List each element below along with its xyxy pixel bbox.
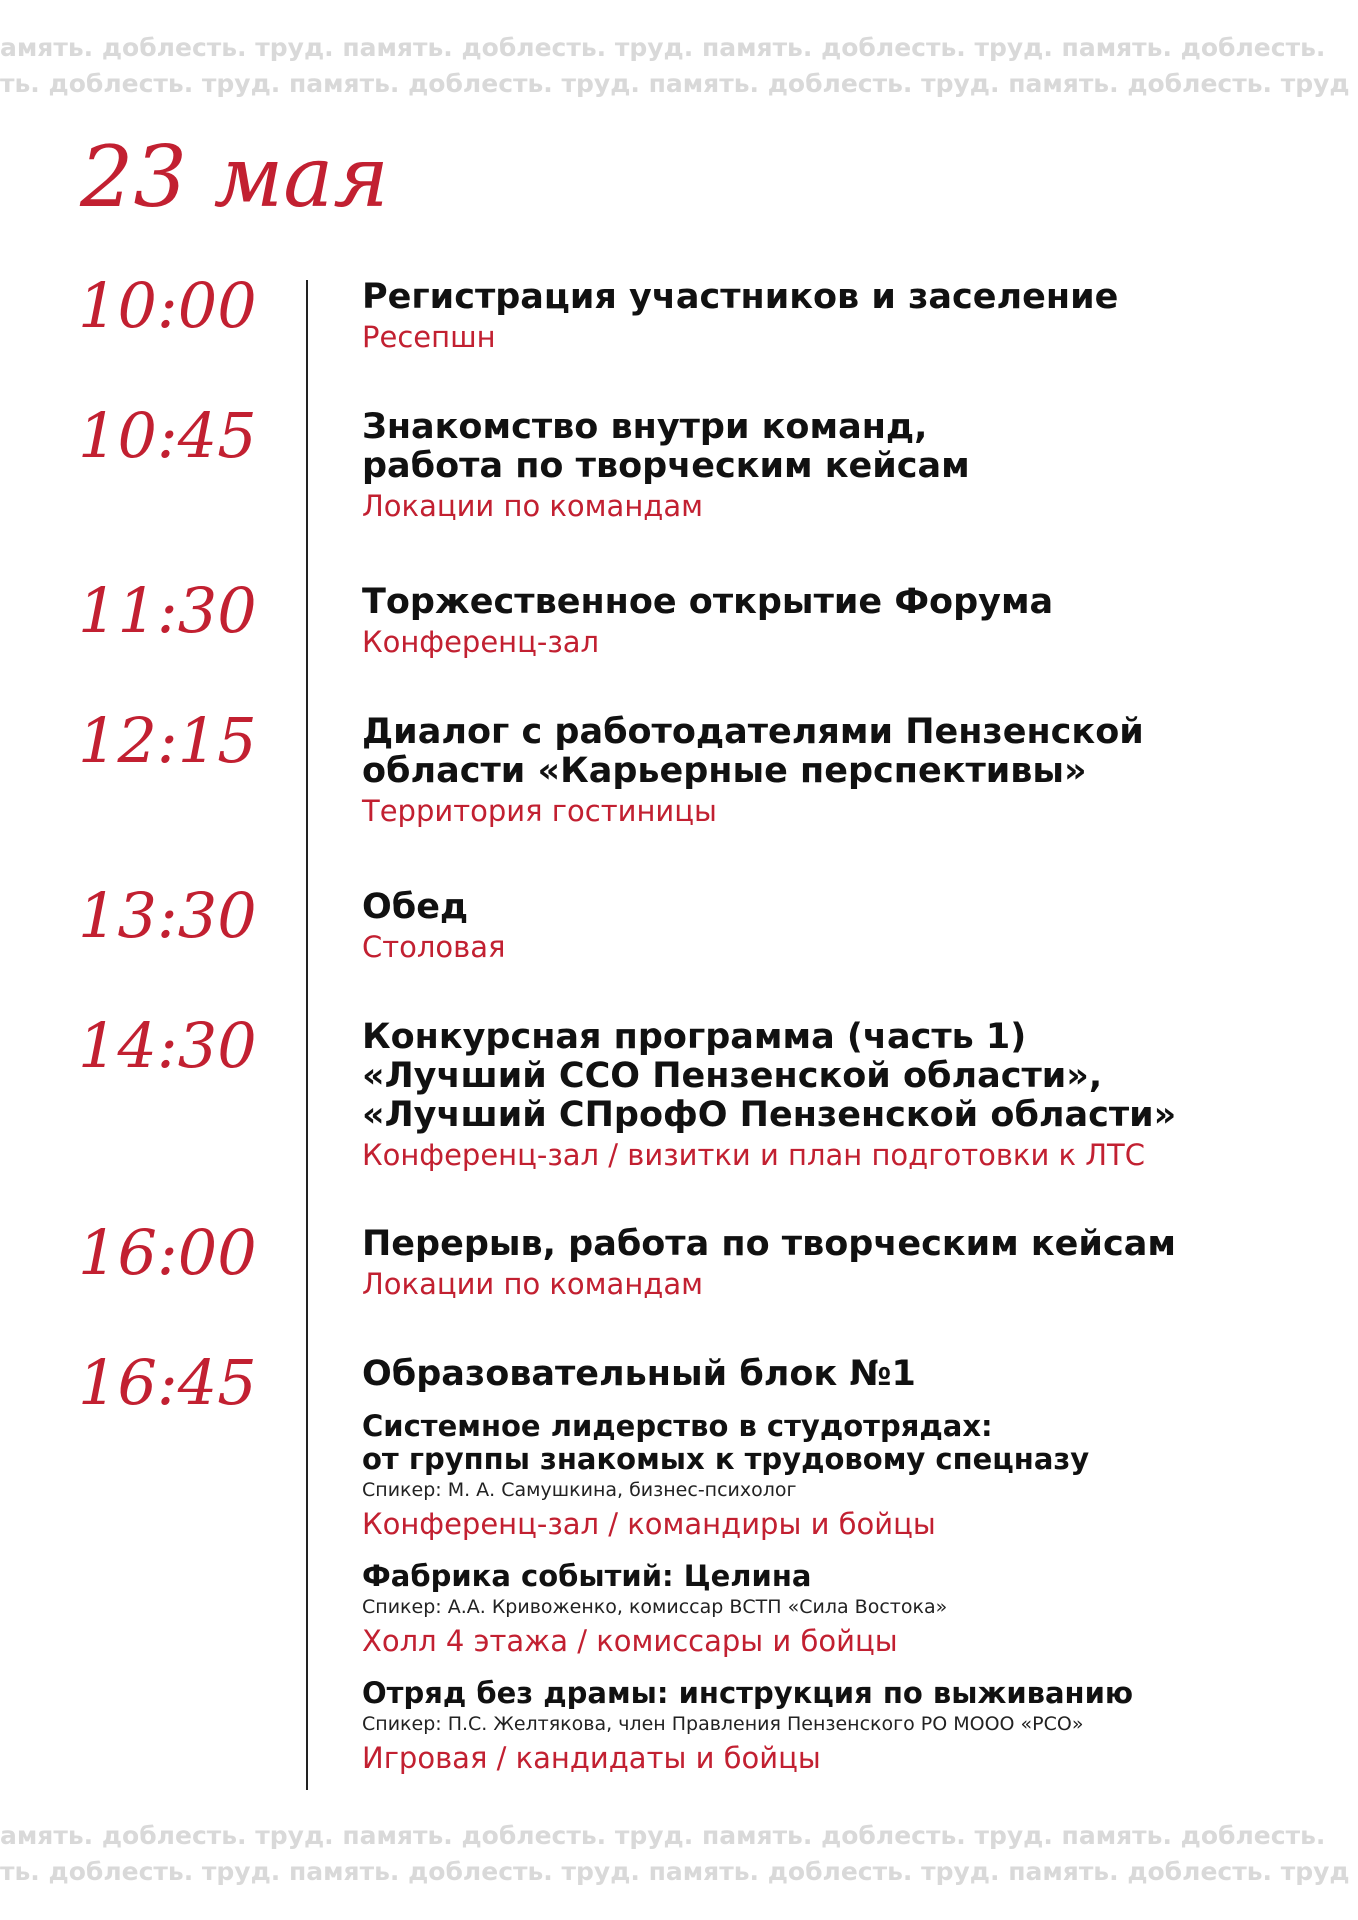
event-title-line: «Лучший СПрофО Пензенской области» bbox=[362, 1095, 1177, 1135]
event-title-line: работа по творческим кейсам bbox=[362, 446, 970, 486]
event-title-line: области «Карьерные перспективы» bbox=[362, 751, 1087, 791]
ticker-line: амять. доблесть. труд. память. доблесть. труд. память. доблесть. труд. память. доблесть. bbox=[0, 1821, 1326, 1850]
event-location: Ресепшн bbox=[362, 320, 496, 354]
session-item bbox=[362, 1677, 1342, 1778]
session-item bbox=[362, 1560, 1342, 1661]
event-time: 16:45 bbox=[78, 1346, 257, 1419]
event-title bbox=[362, 713, 1342, 791]
session-title-line: Отряд без драмы: инструкция по выживанию bbox=[362, 1676, 1134, 1710]
event-time: 10:45 bbox=[78, 399, 257, 472]
event-time: 14:30 bbox=[78, 1009, 257, 1082]
event-title-line: «Лучший ССО Пензенской области», bbox=[362, 1056, 1103, 1096]
event-title bbox=[362, 408, 1342, 486]
session-item bbox=[362, 1410, 1342, 1544]
event-title bbox=[362, 888, 1342, 927]
timeline-divider bbox=[306, 280, 308, 1790]
session-location: Конференц-зал / командиры и бойцы bbox=[362, 1507, 936, 1541]
event-info bbox=[362, 278, 1342, 357]
session-title-line: Фабрика событий: Целина bbox=[362, 1559, 812, 1593]
event-title-line: Образовательный блок №1 bbox=[362, 1354, 916, 1394]
event-title-line: Конкурсная программа (часть 1) bbox=[362, 1017, 1027, 1057]
event-title-line: Перерыв, работа по творческим кейсам bbox=[362, 1224, 1176, 1264]
event-title-line: Регистрация участников и заселение bbox=[362, 277, 1119, 317]
event-title-line: Торжественное открытие Форума bbox=[362, 582, 1054, 622]
session-title-line: Системное лидерство в студотрядах: bbox=[362, 1409, 993, 1443]
event-info bbox=[362, 888, 1342, 967]
ticker-line: амять. доблесть. труд. память. доблесть. труд. память. доблесть. труд. память. доблесть. bbox=[0, 33, 1326, 62]
event-title bbox=[362, 1225, 1342, 1264]
event-title bbox=[362, 278, 1342, 317]
event-info bbox=[362, 583, 1342, 662]
session-speaker: Спикер: А.А. Кривоженко, комиссар ВСТП «Сила Востока» bbox=[362, 1596, 948, 1618]
event-title-line: Диалог с работодателями Пензенской bbox=[362, 712, 1144, 752]
event-location: Локации по командам bbox=[362, 489, 703, 523]
event-info bbox=[362, 1355, 1342, 1778]
session-speaker: Спикер: М. А. Самушкина, бизнес-психолог bbox=[362, 1479, 797, 1501]
event-title bbox=[362, 583, 1342, 622]
event-location: Конференц-зал bbox=[362, 625, 600, 659]
event-title-line: Знакомство внутри команд, bbox=[362, 407, 928, 447]
event-info bbox=[362, 713, 1342, 831]
event-info bbox=[362, 408, 1342, 526]
ticker-line: ть. доблесть. труд. память. доблесть. труд. память. доблесть. труд. память. доблесть. труд bbox=[0, 1857, 1350, 1886]
event-info bbox=[362, 1018, 1342, 1175]
event-time: 16:00 bbox=[78, 1216, 257, 1289]
session-speaker: Спикер: П.С. Желтякова, член Правления Пензенского РО МООО «РСО» bbox=[362, 1713, 1084, 1735]
session-location: Холл 4 этажа / комиссары и бойцы bbox=[362, 1624, 898, 1658]
ticker-line: ть. доблесть. труд. память. доблесть. труд. память. доблесть. труд. память. доблесть. труд bbox=[0, 69, 1350, 98]
event-title bbox=[362, 1355, 1342, 1394]
watermark-ticker-top bbox=[0, 30, 1358, 102]
session-title-line: от группы знакомых к трудовому спецназу bbox=[362, 1442, 1090, 1476]
event-time: 11:30 bbox=[78, 574, 257, 647]
event-time: 12:15 bbox=[78, 704, 257, 777]
event-info bbox=[362, 1225, 1342, 1304]
event-title bbox=[362, 1018, 1342, 1135]
session-title bbox=[362, 1560, 1342, 1593]
session-title bbox=[362, 1677, 1342, 1710]
event-time: 10:00 bbox=[78, 269, 257, 342]
event-location: Столовая bbox=[362, 930, 506, 964]
event-location: Конференц-зал / визитки и план подготовки к ЛТС bbox=[362, 1138, 1146, 1172]
event-location: Территория гостиницы bbox=[362, 794, 717, 828]
event-time: 13:30 bbox=[78, 879, 257, 952]
page-title: 23 мая bbox=[80, 128, 389, 226]
event-location: Локации по командам bbox=[362, 1267, 703, 1301]
watermark-ticker-bottom bbox=[0, 1818, 1358, 1890]
event-title-line: Обед bbox=[362, 887, 469, 927]
session-title bbox=[362, 1410, 1342, 1476]
session-location: Игровая / кандидаты и бойцы bbox=[362, 1741, 821, 1775]
